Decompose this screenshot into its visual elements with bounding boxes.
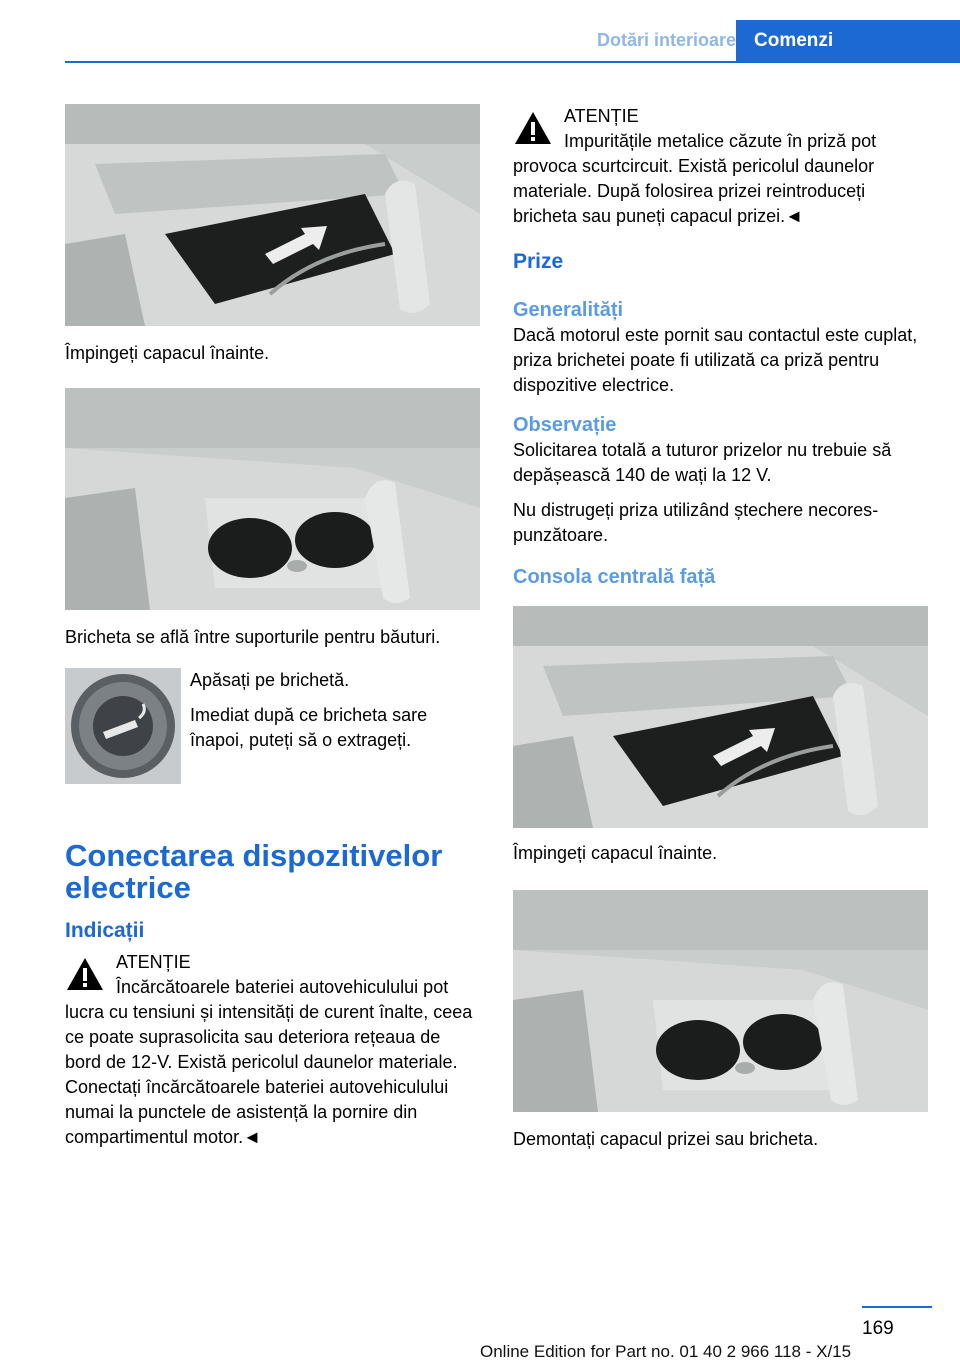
chapter-tab: Comenzi xyxy=(736,20,960,62)
warning-triangle-icon xyxy=(513,110,553,146)
front-console-socket-photo xyxy=(513,890,928,1112)
heading-console: Consola centrală față xyxy=(513,566,716,588)
lighter-step-1: Apăsați pe brichetă. xyxy=(190,670,350,690)
left-column xyxy=(65,104,480,1150)
general-text: Dacă motorul este pornit sau contactul este cuplat, priza brichetei poate fi utilizată ca priză pentru dispozitive electrice. xyxy=(513,325,918,395)
edition-note: Online Edition for Part no. 01 40 2 966 118 - X/15 xyxy=(480,1342,852,1361)
cupholder-lighter-photo xyxy=(65,388,480,610)
photo-caption: Împingeți capacul înainte. xyxy=(513,843,718,863)
page-number-rule xyxy=(862,1306,932,1308)
note-text-1: Solicitarea totală a tuturor prizelor nu trebuie să depășească 140 de wați la 12 V. xyxy=(513,440,892,485)
warning-block xyxy=(65,950,480,1150)
heading-note: Observație xyxy=(513,414,617,436)
warning-triangle-icon xyxy=(65,956,105,992)
photo-caption: Demontați capacul prizei sau bricheta. xyxy=(513,1129,819,1149)
section-title: Dotări interioare xyxy=(596,30,736,50)
note-text-2: Nu distrugeți priza utilizând ștechere necorespunzătoare. xyxy=(513,500,879,545)
section-heading-prize: Prize xyxy=(513,250,564,273)
front-console-cover-photo xyxy=(513,606,928,828)
warning-text: Încărcătoarele bateriei autovehiculului pot lucra cu tensiuni și intensități de curent înalte, ceea ce poate suprasolicita sau deteriora rețeaua de bord de 12-V. Există pericolul daunelor materiale. Conectați încărcătoarele bateriei autovehiculului numai la punctele de asistență la pornire din compartimentul motor.◄ xyxy=(65,977,473,1147)
warning-title: ATENȚIE xyxy=(116,952,191,972)
page-footer xyxy=(0,1300,960,1362)
subsection-heading: Indicații xyxy=(65,919,145,942)
warning-block xyxy=(513,104,928,229)
section-heading: Conectarea dispozitivelor electrice xyxy=(65,838,443,905)
right-column xyxy=(513,104,928,1152)
header-rule xyxy=(65,61,960,63)
heading-general: Generalități xyxy=(513,299,624,321)
photo-caption: Bricheta se află între suporturile pentru băuturi. xyxy=(65,627,441,647)
photo-caption: Împingeți capacul înainte. xyxy=(65,343,270,363)
page-header xyxy=(0,20,960,62)
lighter-instruction xyxy=(65,668,480,788)
cigarette-lighter-icon xyxy=(65,668,181,784)
console-cover-closed-photo xyxy=(65,104,480,326)
page-number: 169 xyxy=(862,1318,894,1339)
lighter-step-2: Imediat după ce bricheta sare înapoi, puteți să o extrageți. xyxy=(190,705,428,750)
warning-title: ATENȚIE xyxy=(564,106,639,126)
warning-text: Impuritățile metalice căzute în priză pot provoca scurtcircuit. Există pericolul daunelor materiale. După folosirea prizei reintroduceți bricheta sau puneți capacul prizei.◄ xyxy=(513,131,877,226)
lighter-text xyxy=(190,668,480,763)
